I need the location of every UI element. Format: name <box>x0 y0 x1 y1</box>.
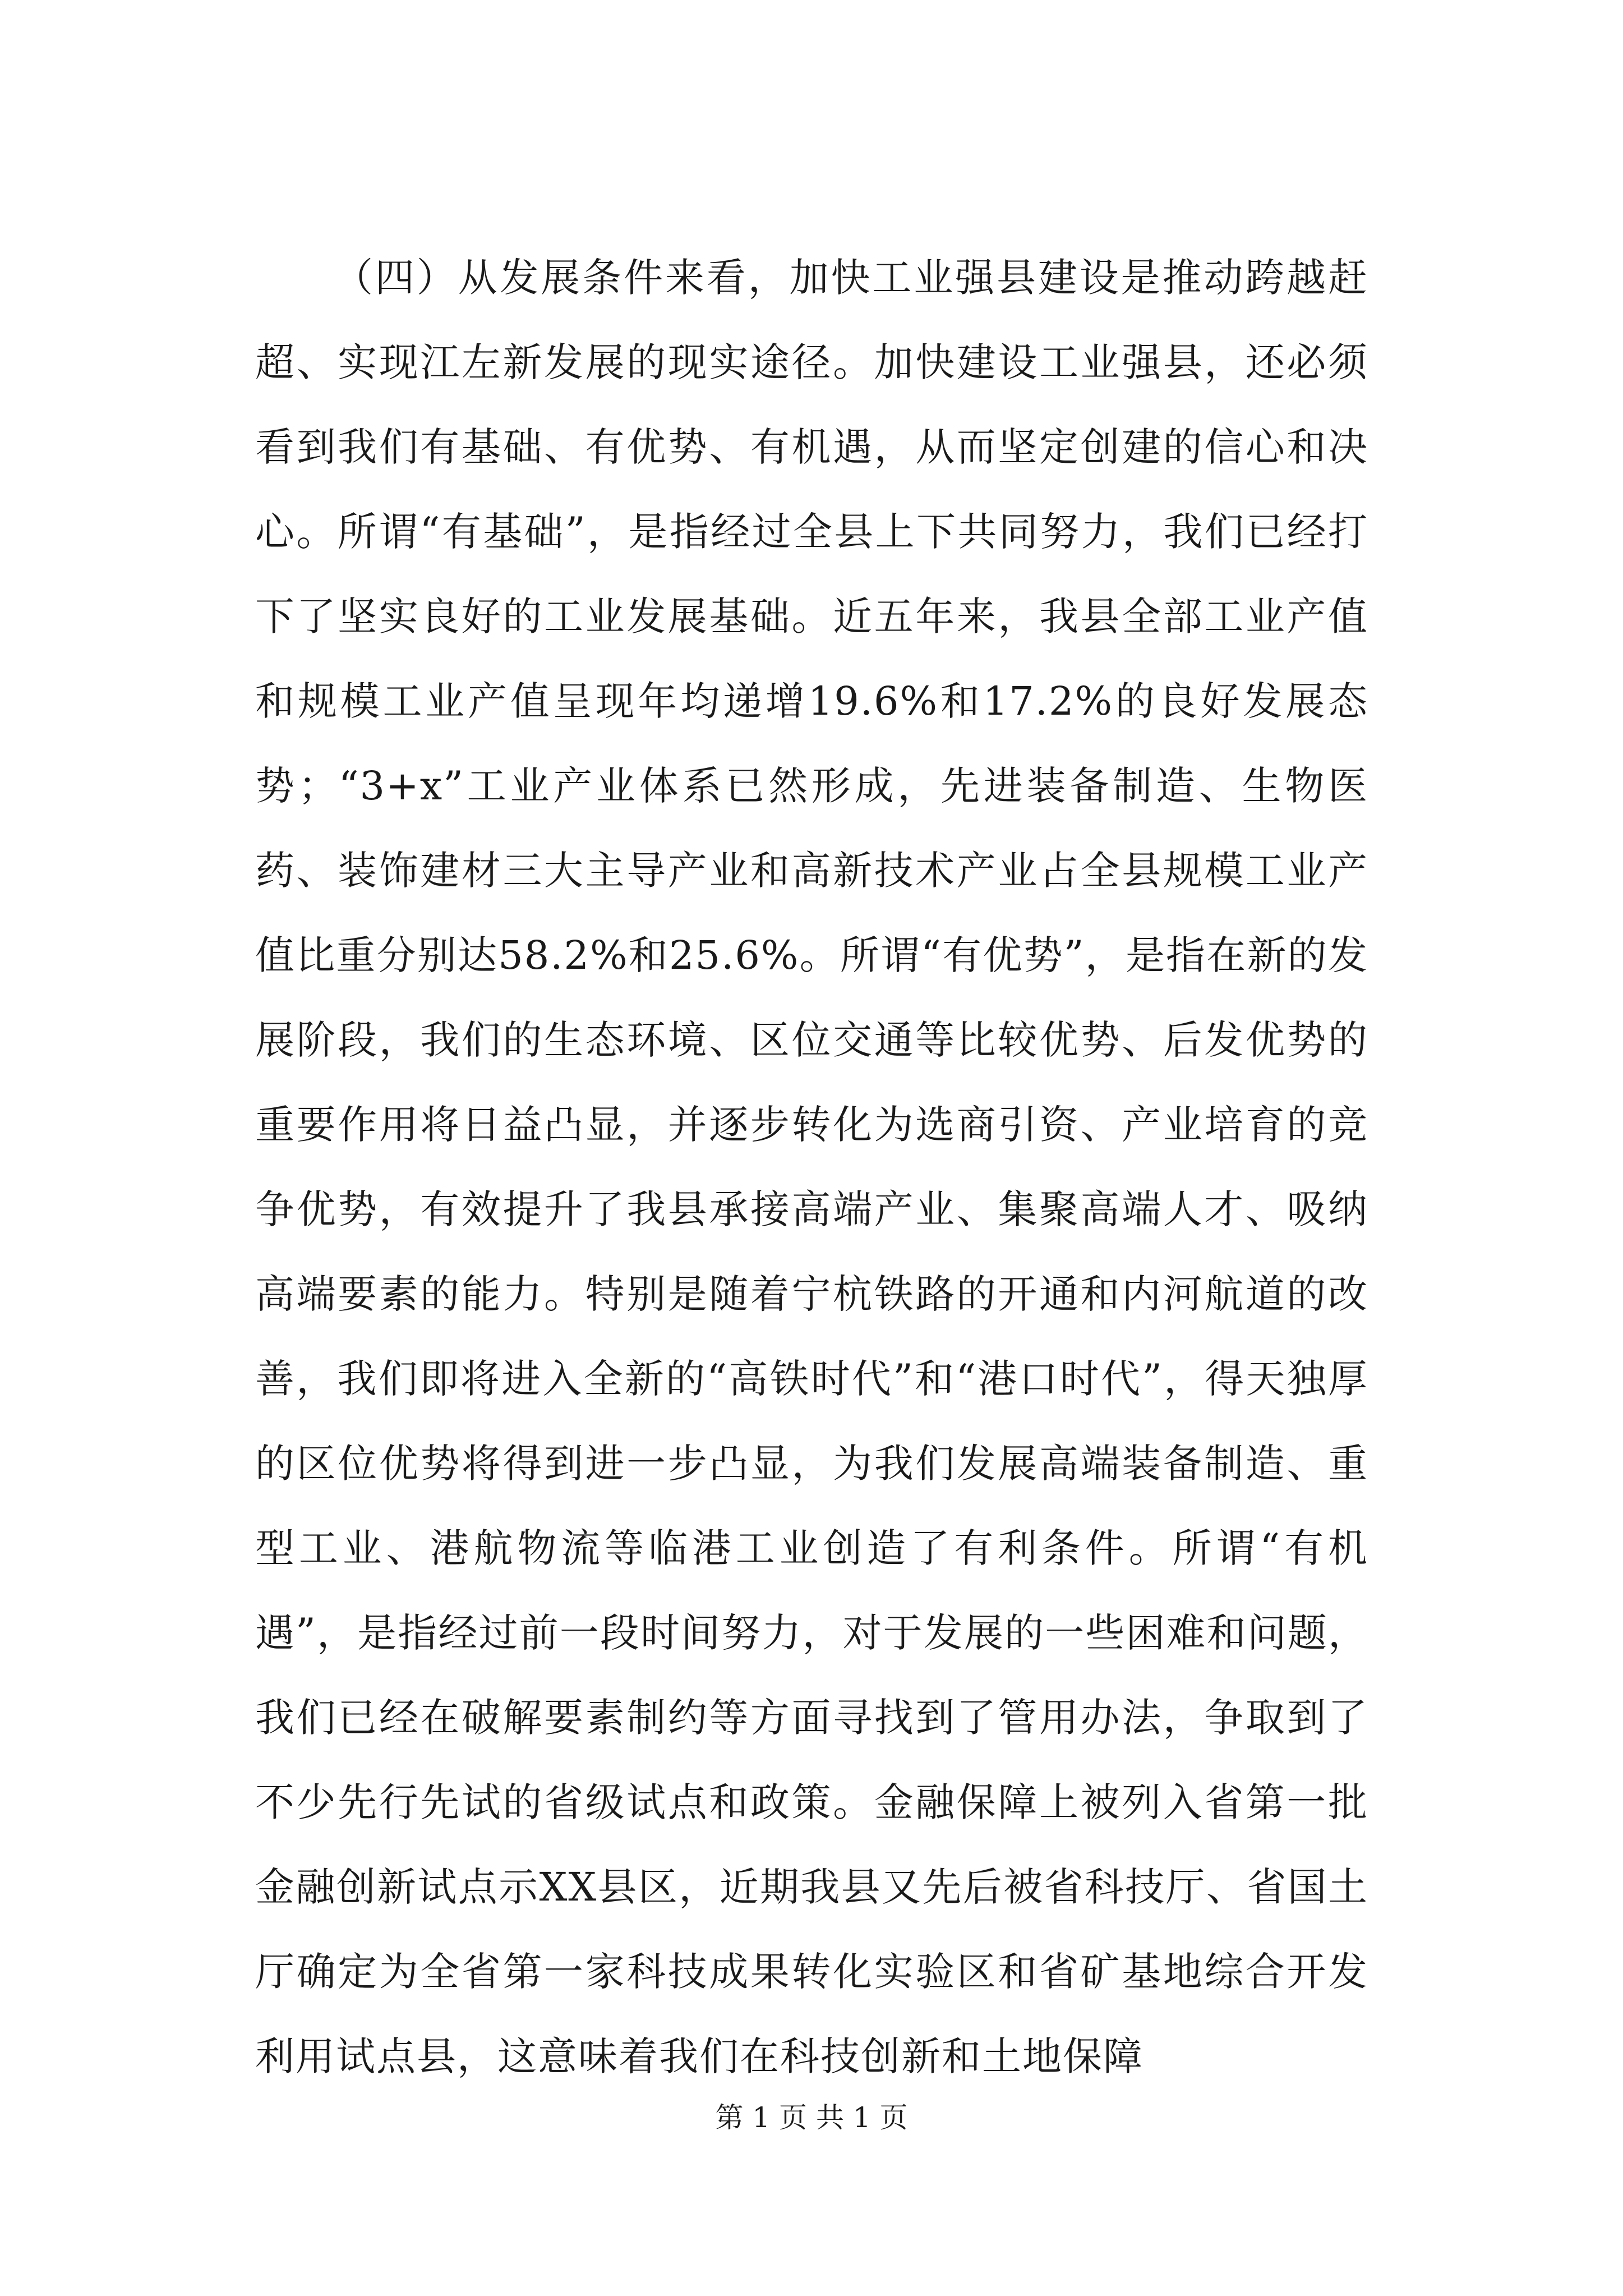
page-footer: 第 1 页 共 1 页 <box>715 2101 908 2134</box>
body-paragraph: （四）从发展条件来看，加快工业强县建设是推动跨越赶超、实现江左新发展的现实途径。加快建设工业强县，还必须看到我们有基础、有优势、有机遇，从而坚定创建的信心和决心。所谓“有基础”，是指经过全县上下共同努力，我们已经打下了坚实良好的工业发展基础。近五年来，我县全部工业产值和规模工业产值呈现年均递增19.6%和17.2%的良好发展态势；“3+x”工业产业体系已然形成，先进装备制造、生物医药、装饰建材三大主导产业和高新技术产业占全县规模工业产值比重分别达58.2%和25.6%。所谓“有优势”，是指在新的发展阶段，我们的生态环境、区位交通等比较优势、后发优势的重要作用将日益凸显，并逐步转化为选商引资、产业培育的竞争优势，有效提升了我县承接高端产业、集聚高端人才、吸纳高端要素的能力。特别是随着宁杭铁路的开通和内河航道的改善，我们即将进入全新的“高铁时代”和“港口时代”，得天独厚的区位优势将得到进一步凸显，为我们发展高端装备制造、重型工业、港航物流等临港工业创造了有利条件。所谓“有机遇”，是指经过前一段时间努力，对于发展的一些困难和问题，我们已经在破解要素制约等方面寻找到了管用办法，争取到了不少先行先试的省级试点和政策。金融保障上被列入省第一批金融创新试点示XX县区，近期我县又先后被省科技厅、省国土厅确定为全省第一家科技成果转化实验区和省矿基地综合开发利用试点县，这意味着我们在科技创新和土地保障 <box>255 255 1368 2079</box>
